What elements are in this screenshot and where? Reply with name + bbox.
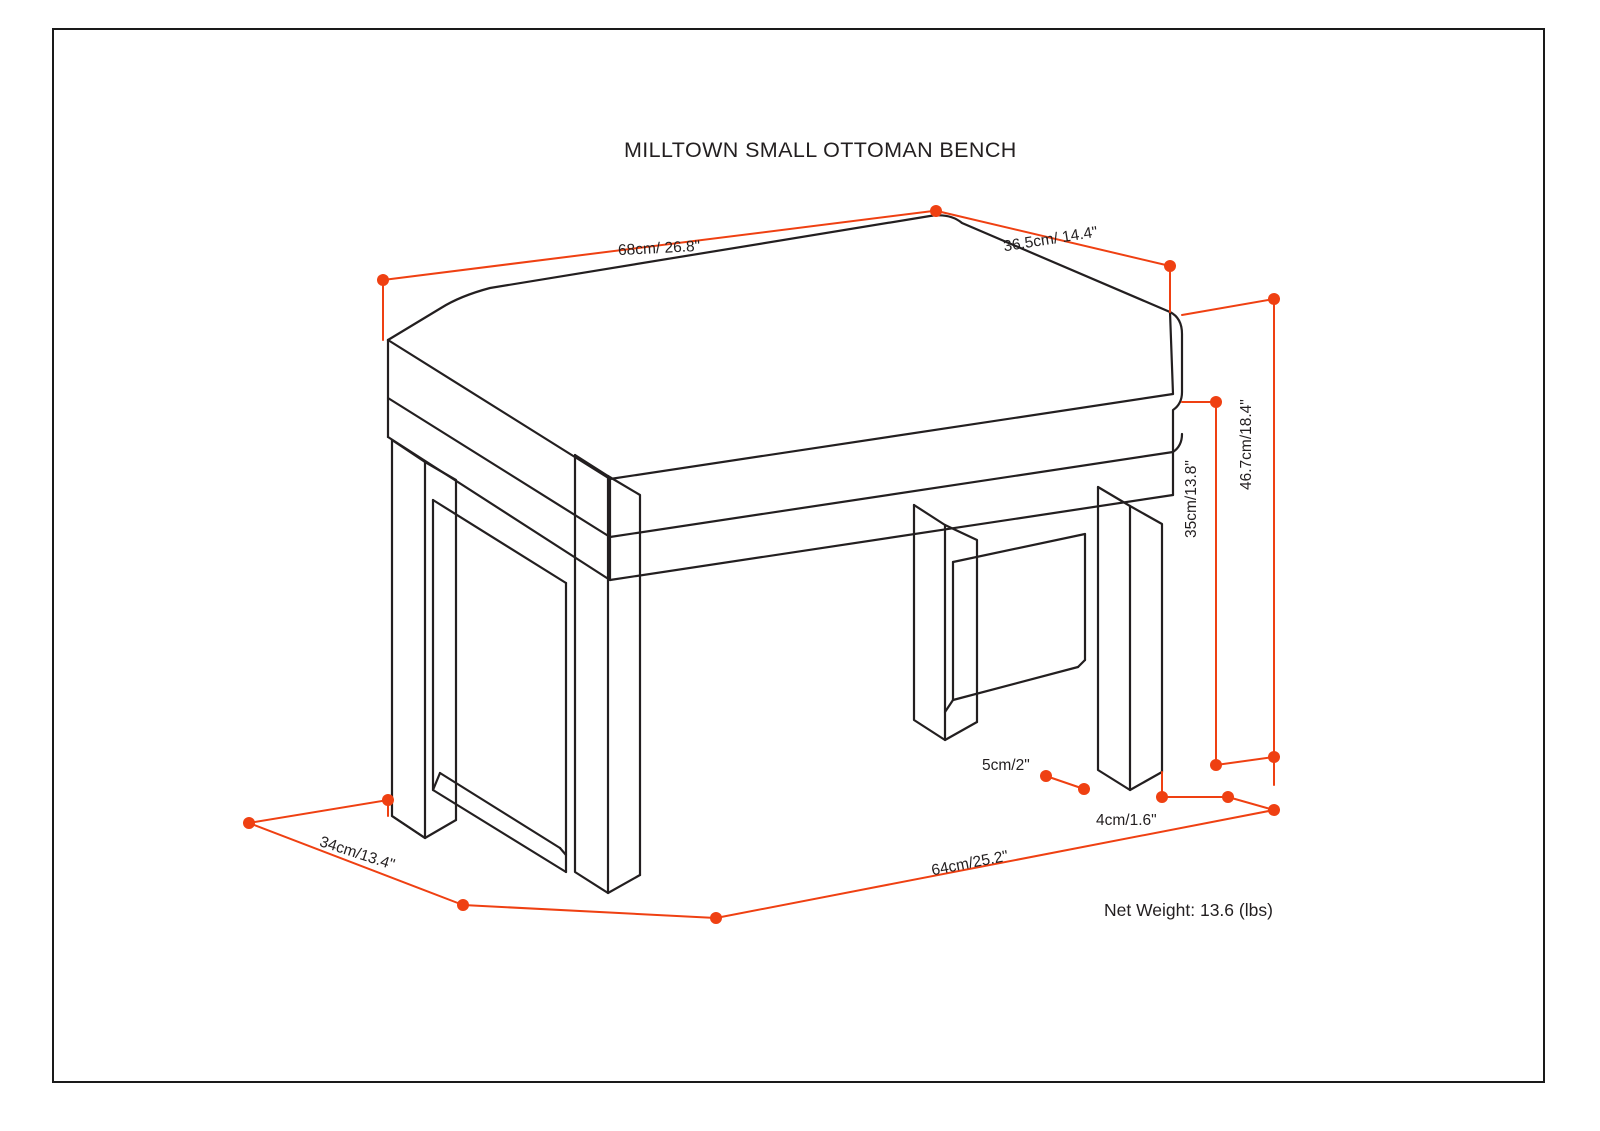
bench-outline	[388, 215, 1182, 893]
page-title: MILLTOWN SMALL OTTOMAN BENCH	[624, 138, 1017, 162]
dimension-label-top-width: 68cm/ 26.8"	[617, 237, 701, 260]
dimension-label-top-depth: 36.5cm/ 14.4"	[1002, 223, 1099, 256]
dimension-label-base-depth: 34cm/13.4"	[317, 833, 397, 874]
dimension-label-base-width: 64cm/25.2"	[929, 847, 1010, 880]
dimension-label-seat-height: 35cm/13.8"	[1183, 460, 1200, 538]
dimension-label-leg-width: 4cm/1.6"	[1096, 812, 1157, 829]
dimension-label-overall-height: 46.7cm/18.4"	[1238, 399, 1255, 490]
dimension-label-leg-depth: 5cm/2"	[982, 757, 1030, 774]
net-weight-label: Net Weight: 13.6 (lbs)	[1104, 900, 1273, 920]
